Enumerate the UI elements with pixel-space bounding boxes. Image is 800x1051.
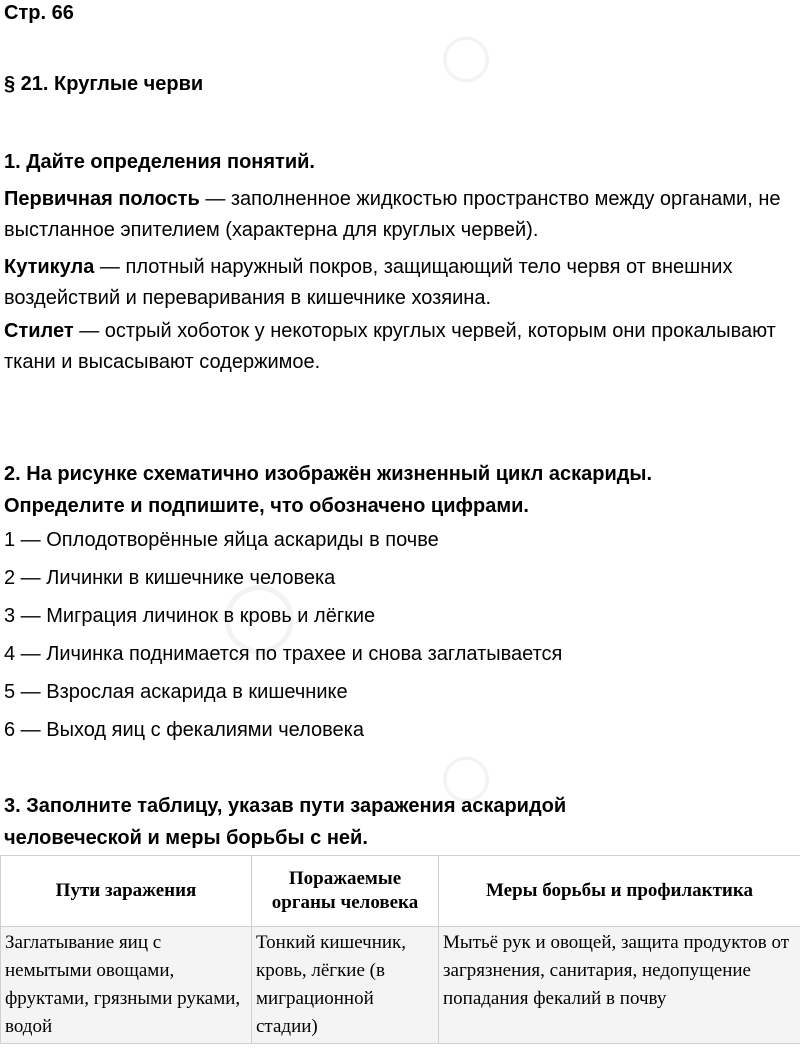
list-item: 5 — Взрослая аскарида в кишечнике — [4, 681, 348, 703]
table-header-cell: Меры борьбы и профилактика — [439, 856, 800, 927]
question-2-title-line: Определите и подпишите, что обозначено цифрами. — [4, 495, 529, 517]
watermark-graphic: ○ — [220, 560, 299, 665]
table-cell: Заглатывание яиц с немытыми овощами, фруктами, грязными руками, водой — [1, 927, 252, 1044]
list-item: 6 — Выход яиц с фекалиями человека — [4, 719, 364, 741]
list-item: 1 — Оплодотворённые яйца аскариды в почве — [4, 529, 439, 551]
watermark-graphic: ○ — [440, 20, 493, 90]
definition-term: Стилет — [4, 320, 74, 342]
table-header-cell: Пути заражения — [1, 856, 252, 927]
definition-item — [4, 316, 794, 378]
table-header-row — [1, 856, 800, 927]
question-2-title-line: 2. На рисунке схематично изображён жизненный цикл аскариды. — [4, 463, 653, 485]
question-3-title — [4, 790, 794, 854]
list-item: 4 — Личинка поднимается по трахее и снова заглатывается — [4, 643, 563, 665]
question-3-title-line: человеческой и меры борьбы с ней. — [4, 827, 368, 849]
definition-text: — заполненное жидкостью пространство между органами, не выстланное эпителием (характерна для круглых червей). — [4, 188, 781, 241]
watermark-graphic: ○ — [440, 740, 493, 810]
table-row — [1, 927, 800, 1044]
question-3-title-line: 3. Заполните таблицу, указав пути заражения аскаридой — [4, 795, 567, 817]
question-2-title — [4, 458, 794, 522]
table-cell: Тонкий кишечник, кровь, лёгкие (в миграционной стадии) — [252, 927, 439, 1044]
definition-term: Кутикула — [4, 256, 95, 278]
definition-text: — острый хоботок у некоторых круглых червей, которым они прокалывают ткани и высасывают содержимое. — [4, 320, 776, 373]
definition-text: — плотный наружный покров, защищающий тело червя от внешних воздействий и переваривания в кишечнике хозяина. — [4, 256, 733, 309]
list-item: 3 — Миграция личинок в кровь и лёгкие — [4, 605, 376, 627]
definition-item — [4, 184, 794, 246]
list-item: 2 — Личинки в кишечнике человека — [4, 567, 336, 589]
definition-term: Первичная полость — [4, 188, 200, 210]
page-number: Стр. 66 — [4, 2, 74, 24]
question-1-title: 1. Дайте определения понятий. — [4, 151, 315, 173]
table-header-cell: Поражаемые органы человека — [252, 856, 439, 927]
section-title: § 21. Круглые черви — [4, 73, 204, 95]
infection-table — [0, 855, 800, 1044]
definition-item — [4, 252, 794, 314]
table-cell: Мытьё рук и овощей, защита продуктов от загрязнения, санитария, недопущение попадания фекалий в почву — [439, 927, 800, 1044]
